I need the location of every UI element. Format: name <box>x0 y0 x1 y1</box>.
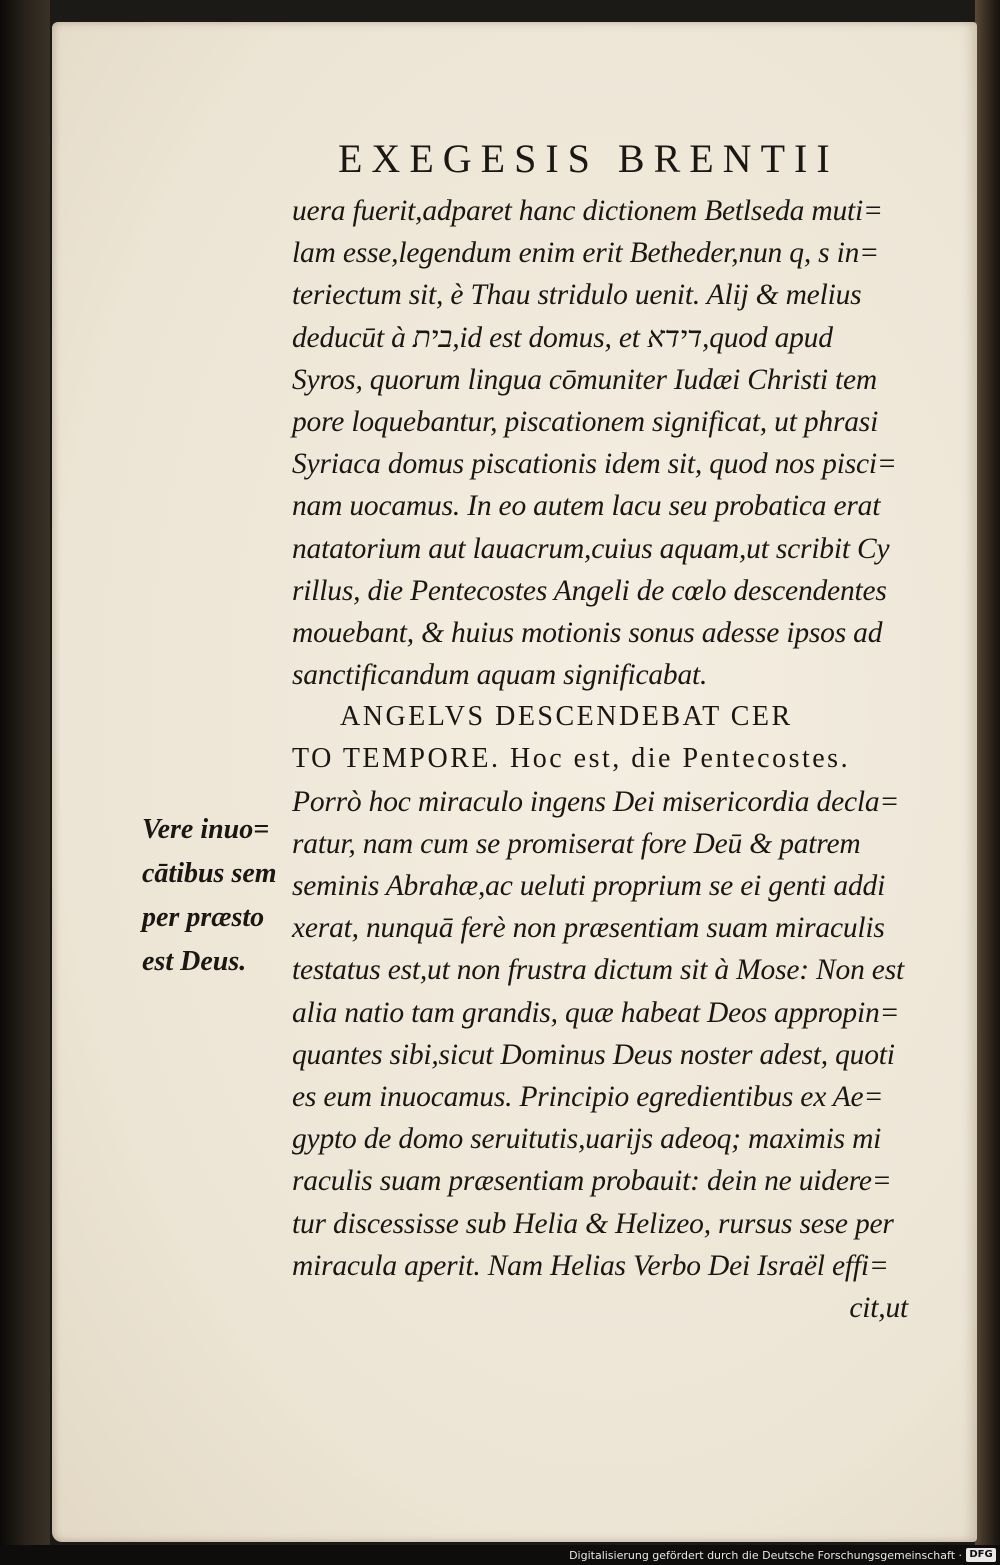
text-line: es eum inuocamus. Principio egredientibus ex Ae= <box>292 1080 884 1113</box>
marginal-note <box>142 808 292 984</box>
text-line: teriectum sit, è Thau stridulo uenit. Alij & melius <box>292 279 862 312</box>
book-binding-left <box>0 0 50 1545</box>
main-text <box>292 190 920 1329</box>
marginal-note-line: per præsto <box>142 902 265 933</box>
lemma-line: ANGELVS DESCENDEBAT CER <box>340 701 793 733</box>
marginal-note-line: cātibus sem <box>142 858 277 889</box>
text-line: mouebant, & huius motionis sonus adesse ipsos ad <box>292 616 883 649</box>
marginal-note-line: est Deus. <box>142 946 247 977</box>
text-line: deducūt à בית,id est domus, et דידא,quod apud <box>292 321 833 354</box>
text-line: natatorium aut lauacrum,cuius aquam,ut scribit Cy <box>292 532 890 565</box>
text-line: Syros, quorum lingua cōmuniter Iudæi Christi tem <box>292 363 878 396</box>
text-line: seminis Abrahæ,ac ueluti proprium se ei genti addi <box>292 870 886 902</box>
text-line: uera fuerit,adparet hanc dictionem Betlseda muti= <box>292 195 883 227</box>
text-line: raculis suam præsentiam probauit: dein ne uidere= <box>292 1165 892 1198</box>
text-line: Porrò hoc miraculo ingens Dei misericordia decla= <box>292 785 900 818</box>
text-line: pore loquebantur, piscationem significat, ut phrasi <box>292 405 879 438</box>
text-line: rillus, die Pentecostes Angeli de cœlo descendentes <box>292 574 887 607</box>
text-line: alia natio tam grandis, quæ habeat Deos appropin= <box>292 996 900 1029</box>
text-line: tur discessisse sub Helia & Helizeo, rursus sese per <box>292 1207 894 1240</box>
book-binding-right <box>975 0 1000 1545</box>
running-head: EXEGESIS BRENTII <box>338 136 839 181</box>
text-line: gypto de domo seruitutis,uarijs adeoq; maximis mi <box>292 1123 882 1156</box>
text-line: xerat, nunquā ferè non præsentiam suam miraculis <box>292 912 885 945</box>
text-line: testatus est,ut non frustra dictum sit à Mose: Non est <box>292 954 904 987</box>
text-line: quantes sibi,sicut Dominus Deus noster adest, quoti <box>292 1038 895 1071</box>
text-line: ratur, nam cum se promiserat fore Deū & patrem <box>292 827 861 860</box>
funding-credit: Digitalisierung gefördert durch die Deutsche Forschungsgemeinschaft · <box>569 1549 962 1562</box>
text-line: lam esse,legendum enim erit Betheder,nun q, s in= <box>292 237 879 270</box>
lemma-line: TO TEMPORE. Hoc est, die Pentecostes. <box>292 743 851 775</box>
text-line: miracula aperit. Nam Helias Verbo Dei Israël effi= <box>292 1249 889 1282</box>
catchword: cit,ut <box>849 1291 908 1324</box>
text-line: Syriaca domus piscationis idem sit, quod nos pisci= <box>292 448 897 481</box>
text-line: nam uocamus. In eo autem lacu seu probatica erat <box>292 490 881 523</box>
text-line: sanctificandum aquam significabat. <box>292 659 708 692</box>
marginal-note-line: Vere inuo= <box>142 814 270 845</box>
dfg-logo: DFG <box>966 1548 996 1562</box>
